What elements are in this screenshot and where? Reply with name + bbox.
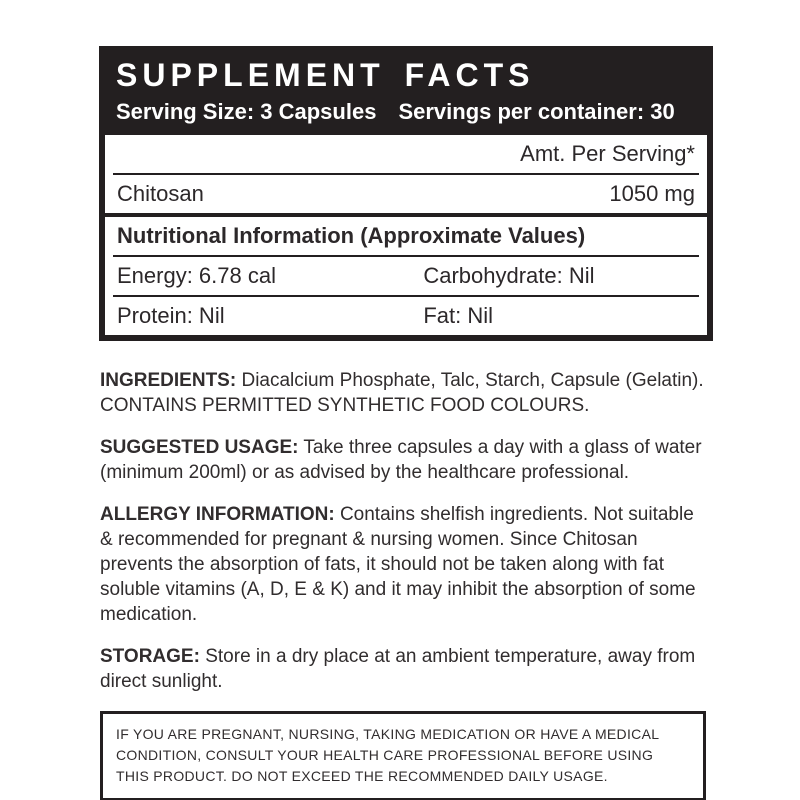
suggested-usage-paragraph [100, 435, 706, 485]
ingredients-paragraph [100, 368, 706, 418]
serving-size-text: Serving Size: 3 Capsules [116, 99, 377, 124]
facts-table [105, 135, 707, 335]
body-copy [100, 368, 706, 800]
supplement-facts-panel [99, 46, 713, 341]
ingredient-amount: 1050 mg [609, 181, 695, 206]
ingredient-row [105, 175, 707, 213]
amount-per-serving-header: Amt. Per Serving* [520, 141, 695, 166]
warning-box [100, 711, 706, 800]
facts-header [105, 46, 707, 135]
storage-paragraph [100, 644, 706, 694]
nutrition-cell-fat: Fat: Nil [423, 303, 494, 328]
nutrition-cell-energy: Energy: 6.78 cal [117, 263, 276, 288]
warning-text: IF YOU ARE PREGNANT, NURSING, TAKING MEDICATION OR HAVE A MEDICAL CONDITION, CONSULT YOUR HEALTH CARE PROFESSIONAL BEFORE USING THIS PRODUCT. DO NOT EXCEED THE RECOMMENDED DAILY USAGE. [116, 726, 659, 784]
serving-info-row [116, 97, 697, 126]
nutrition-row [105, 297, 707, 335]
allergy-information-paragraph [100, 502, 706, 627]
ingredient-name: Chitosan [117, 181, 204, 206]
suggested-usage-label: SUGGESTED USAGE: [100, 437, 299, 458]
suggested-usage-text: Take three capsules a day with a glass of water (minimum 200ml) or as advised by the healthcare professional. [100, 437, 702, 483]
nutrition-cell-carbohydrate: Carbohydrate: Nil [423, 263, 595, 288]
nutrition-cell-protein: Protein: Nil [117, 303, 225, 328]
nutrition-row [105, 257, 707, 295]
facts-title: SUPPLEMENT FACTS [116, 57, 535, 93]
ingredients-text: Diacalcium Phosphate, Talc, Starch, Capsule (Gelatin). [241, 370, 704, 391]
storage-label: STORAGE: [100, 646, 200, 667]
ingredients-label: INGREDIENTS: [100, 370, 237, 391]
allergy-information-label: ALLERGY INFORMATION: [100, 504, 335, 525]
allergy-information-text: Contains shelfish ingredients. Not suitable & recommended for pregnant & nursing women. Since Chitosan prevents the absorption of fats, it should not be taken along with fat soluble vitamins (A, D, E & K) and it may inhibit the absorption of some medication. [100, 504, 696, 625]
servings-per-container-text: Servings per container: 30 [398, 99, 675, 124]
ingredients-line2: CONTAINS PERMITTED SYNTHETIC FOOD COLOURS. [100, 395, 590, 416]
storage-text: Store in a dry place at an ambient temperature, away from direct sunlight. [100, 646, 696, 692]
nutrition-section-header: Nutritional Information (Approximate Values) [117, 223, 586, 248]
